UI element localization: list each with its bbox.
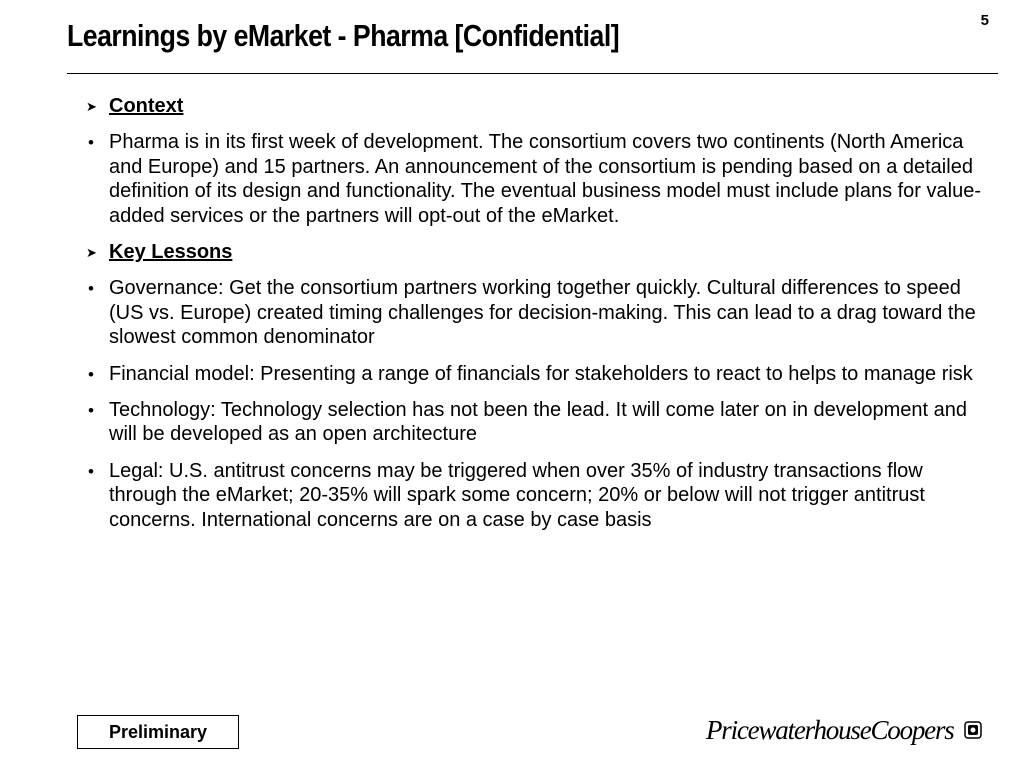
round-bullet-icon: • bbox=[88, 364, 94, 384]
section-heading-text: Key Lessons bbox=[109, 241, 233, 264]
round-bullet-icon: • bbox=[88, 133, 94, 153]
section-heading-key-lessons bbox=[86, 240, 990, 264]
slide-content bbox=[86, 94, 990, 544]
preliminary-status-box bbox=[77, 715, 239, 749]
preliminary-label: Preliminary bbox=[108, 721, 208, 742]
company-logo bbox=[706, 710, 982, 750]
bullet-text: Financial model: Presenting a range of financials for stakeholders to react to helps to manage risk bbox=[109, 362, 973, 385]
round-bullet-icon: • bbox=[88, 461, 94, 481]
bullet-text: Legal: U.S. antitrust concerns may be triggered when over 35% of industry transactions flow through the eMarket; 20-35% will spark some concern; 20% or below will not trigger antitrust concerns. International concerns are on a case by case basis bbox=[109, 459, 925, 531]
bullet-item bbox=[86, 459, 990, 532]
round-bullet-icon: • bbox=[88, 279, 94, 299]
arrowhead-bullet-icon: ➤ bbox=[86, 99, 97, 114]
logo-wordmark: PricewaterhouseCoopers bbox=[706, 714, 954, 745]
section-heading-context bbox=[86, 94, 990, 118]
round-bullet-icon: • bbox=[88, 401, 94, 421]
page-number: 5 bbox=[980, 12, 989, 29]
bullet-text: Pharma is in its first week of development. The consortium covers two continents (North America and Europe) and 15 partners. An announcement of the consortium is pending based on a detailed definition of its design and functionality. The eventual business model must include plans for value-added services or the partners will opt-out of the eMarket. bbox=[109, 131, 981, 227]
title-divider bbox=[67, 73, 998, 74]
bullet-text: Governance: Get the consortium partners working together quickly. Cultural differences to speed (US vs. Europe) created timing challenges for decision-making. This can lead to a drag toward the slowest common denominator bbox=[109, 277, 976, 349]
bullet-item bbox=[86, 276, 990, 349]
pwc-seal-icon bbox=[964, 721, 982, 739]
arrowhead-bullet-icon: ➤ bbox=[86, 245, 97, 261]
section-heading-text: Context bbox=[109, 95, 184, 117]
bullet-text: Technology: Technology selection has not been the lead. It will come later on in development and will be developed as an open architecture bbox=[109, 399, 967, 446]
slide-title: Learnings by eMarket - Pharma [Confidential] bbox=[67, 18, 620, 53]
bullet-item bbox=[86, 362, 990, 386]
bullet-item bbox=[86, 130, 990, 228]
bullet-item bbox=[86, 398, 990, 447]
